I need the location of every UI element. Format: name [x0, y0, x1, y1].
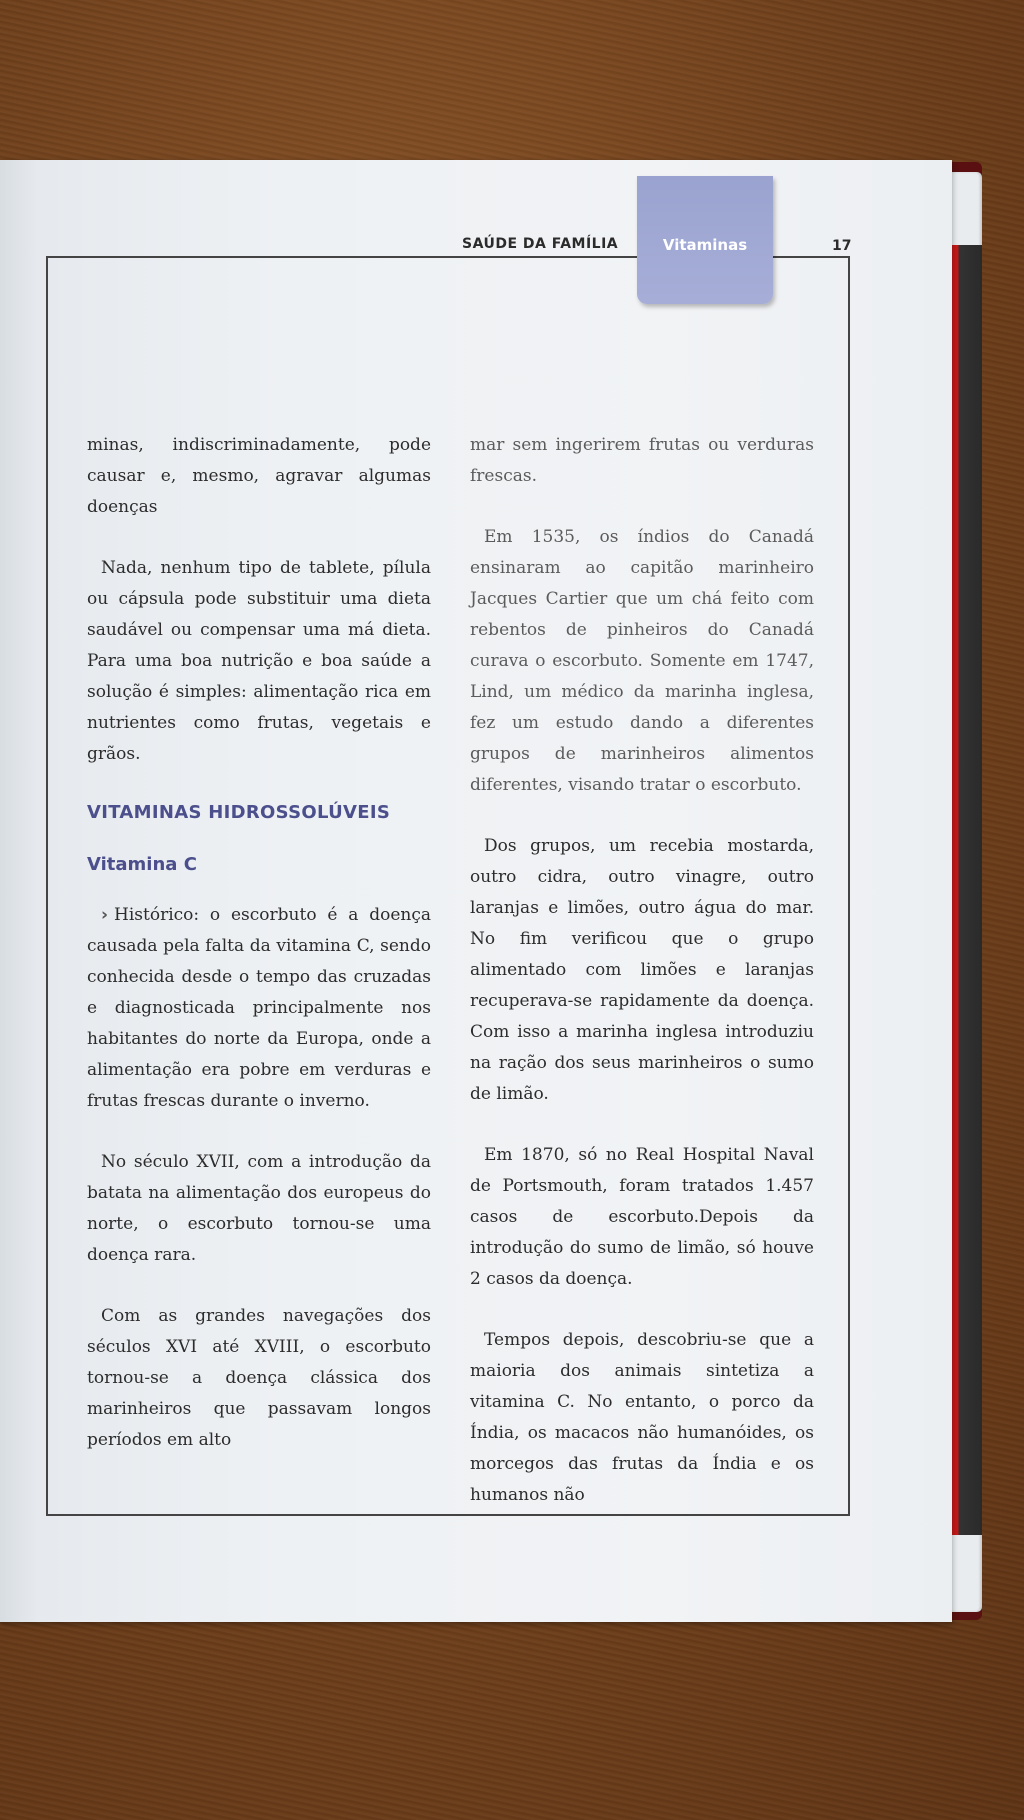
- paragraph: Em 1535, os índios do Canadá ensinaram ao capitão marinheiro Jacques Cartier que um chá feito com rebentos de pinheiros do Canadá curava o escorbuto. Somente em 1747, Lind, um médico da marinha inglesa, fez um estudo dando a diferentes grupos de marinheiros alimentos diferentes, visando tratar o escorbuto.: [470, 527, 814, 795]
- page-number: 17: [832, 238, 852, 254]
- paragraph: Dos grupos, um recebia mostarda, outro cidra, outro vinagre, outro laranjas e limões, outro água do mar. No fim verificou que o grupo alimentado com limões e laranjas recuperava-se rapidamente da doença. Com isso a marinha inglesa introduziu na ração dos seus marinheiros o sumo de limão.: [470, 836, 814, 1104]
- running-header-title: SAÚDE DA FAMÍLIA: [462, 236, 619, 252]
- book-spine-strip: [952, 245, 982, 1535]
- chapter-tab: [637, 176, 773, 304]
- bullet-paragraph: [87, 900, 431, 1117]
- sub-heading: Vitamina C: [87, 854, 197, 875]
- left-column: [87, 430, 431, 1486]
- paragraph-text: Histórico: o escorbuto é a doença causada pela falta da vitamina C, sendo conhecida desde o tempo das cruzadas e diagnosticada principalmente nos habitantes do norte da Europa, onde a alimentação era pobre em verduras e frutas frescas durante o inverno.: [87, 905, 431, 1111]
- paragraph: Em 1870, só no Real Hospital Naval de Portsmouth, foram tratados 1.457 casos de escorbuto.Depois da introdução do sumo de limão, só houve 2 casos da doença.: [470, 1145, 814, 1289]
- paragraph: minas, indiscriminadamente, pode causar e, mesmo, agravar algumas doenças: [87, 435, 431, 517]
- paragraph: No século XVII, com a introdução da batata na alimentação dos europeus do norte, o escorbuto tornou-se uma doença rara.: [87, 1152, 431, 1265]
- paragraph: Com as grandes navegações dos séculos XVI até XVIII, o escorbuto tornou-se a doença clássica dos marinheiros que passavam longos períodos em alto: [87, 1306, 431, 1450]
- chapter-tab-label: Vitaminas: [662, 236, 748, 254]
- chevron-right-icon: ›: [101, 905, 109, 925]
- right-column: [470, 430, 814, 1541]
- paragraph: mar sem ingerirem frutas ou verduras frescas.: [470, 435, 814, 486]
- paragraph: Nada, nenhum tipo de tablete, pílula ou cápsula pode substituir uma dieta saudável ou compensar uma má dieta. Para uma boa nutrição e boa saúde a solução é simples: alimentação rica em nutrientes como frutas, vegetais e grãos.: [87, 558, 431, 764]
- section-heading: VITAMINAS HIDROSSOLÚVEIS: [87, 802, 391, 823]
- paragraph: Tempos depois, descobriu-se que a maioria dos animais sintetiza a vitamina C. No entanto, o porco da Índia, os macacos não humanóides, os morcegos das frutas da Índia e os humanos não: [470, 1330, 814, 1505]
